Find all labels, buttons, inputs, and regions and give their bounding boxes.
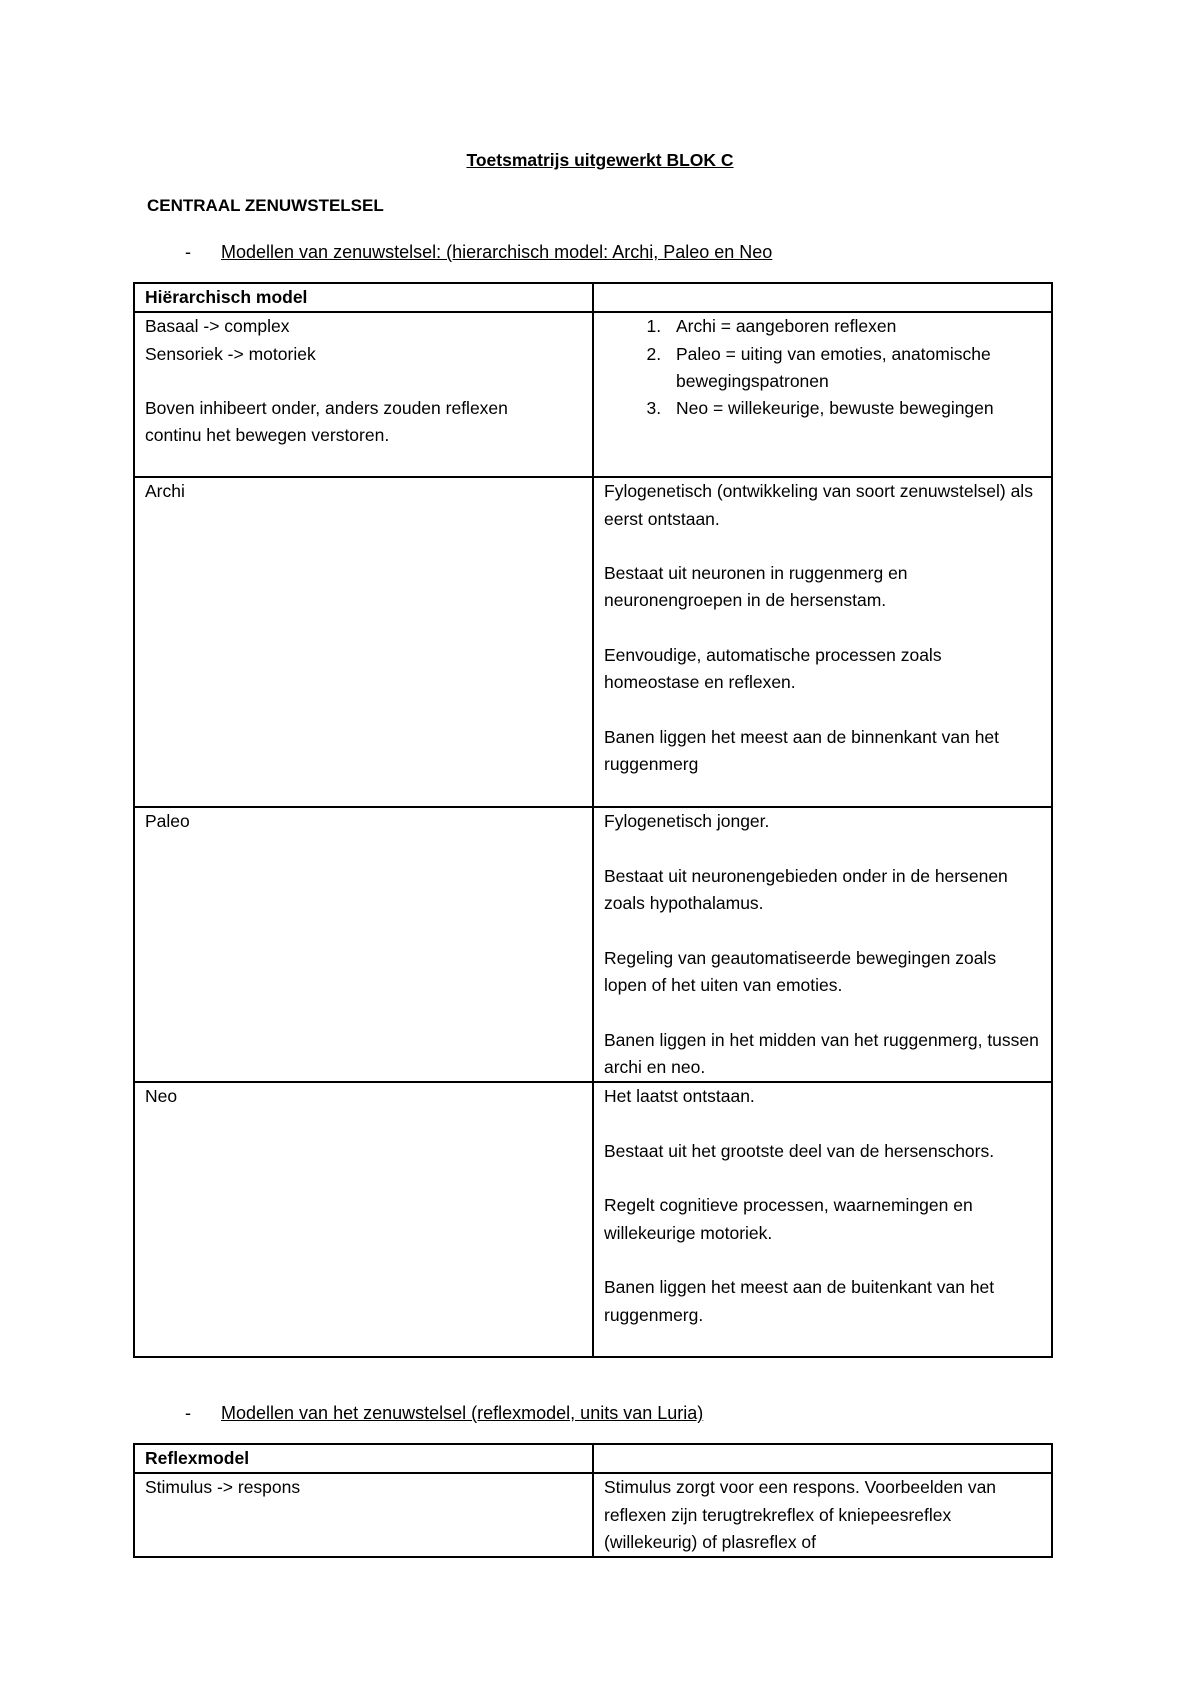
row-description-cell: [593, 1082, 1052, 1357]
intro-line: Sensoriek -> motoriek: [145, 343, 316, 364]
paragraph: Bestaat uit het grootste deel van de hersenschors.: [604, 1140, 995, 1161]
paragraph: Fylogenetisch (ontwikkeling van soort zenuwstelsel) als eerst ontstaan.: [604, 481, 1033, 529]
row-name-cell: Stimulus -> respons: [134, 1473, 593, 1557]
table-row-paleo: [134, 807, 1052, 1082]
list-item: 2. Paleo = uiting van emoties, anatomische bewegingspatronen: [666, 341, 1041, 396]
row-name-cell: Neo: [134, 1082, 593, 1357]
bullet-text: Modellen van zenuwstelsel: (hierarchisch model: Archi, Paleo en Neo: [221, 242, 773, 262]
intro-right-cell: [593, 312, 1052, 477]
table-header-row: [134, 1444, 1052, 1473]
row-description-cell: [593, 477, 1052, 807]
list-item: 1. Archi = aangeboren reflexen: [666, 313, 1041, 340]
bullet-marker: -: [185, 1403, 191, 1423]
table-row-intro: [134, 312, 1052, 477]
paragraph: Bestaat uit neuronengebieden onder in de hersenen zoals hypothalamus.: [604, 865, 1008, 914]
table-row-stimulus: [134, 1473, 1052, 1557]
intro-line: Basaal -> complex: [145, 316, 290, 337]
row-name-cell: Paleo: [134, 807, 593, 1082]
table-header-cell: Reflexmodel: [134, 1444, 593, 1473]
document-title: Toetsmatrijs uitgewerkt BLOK C: [466, 150, 734, 170]
bullet-reflex-models: [185, 1403, 703, 1424]
table-header-empty-cell: [593, 283, 1052, 312]
hierarchical-model-table: [133, 282, 1053, 1358]
table-header-empty-cell: [593, 1444, 1052, 1473]
paragraph: Banen liggen het meest aan de binnenkant van het ruggenmerg: [604, 726, 1000, 775]
paragraph: Fylogenetisch jonger.: [604, 811, 770, 832]
bullet-hierarchical-models: [185, 242, 772, 263]
table-header-row: [134, 283, 1052, 312]
row-description-cell: [593, 807, 1052, 1082]
paragraph: Regeling van geautomatiseerde bewegingen zoals lopen of het uiten van emoties.: [604, 947, 997, 996]
intro-line: continu het bewegen verstoren.: [145, 425, 390, 446]
reflex-model-table: [133, 1443, 1053, 1558]
table-row-neo: [134, 1082, 1052, 1357]
paragraph: Eenvoudige, automatische processen zoals homeostase en reflexen.: [604, 645, 942, 693]
intro-line: Boven inhibeert onder, anders zouden reflexen: [145, 398, 508, 419]
table-header-cell: Hiërarchisch model: [134, 283, 593, 312]
bullet-text: Modellen van het zenuwstelsel (reflexmodel, units van Luria): [221, 1403, 704, 1423]
paragraph: Banen liggen het meest aan de buitenkant van het ruggenmerg.: [604, 1277, 995, 1325]
row-description-cell: Stimulus zorgt voor een respons. Voorbeelden van reflexen zijn terugtrekreflex of kniepeesreflex (willekeurig) of plasreflex of: [593, 1473, 1052, 1557]
paragraph: Banen liggen in het midden van het ruggenmerg, tussen archi en neo.: [604, 1029, 1039, 1077]
paragraph: Regelt cognitieve processen, waarnemingen en willekeurige motoriek.: [604, 1195, 973, 1243]
section-heading: CENTRAAL ZENUWSTELSEL: [147, 196, 384, 215]
intro-left-cell: [134, 312, 593, 477]
paragraph: Het laatst ontstaan.: [604, 1086, 755, 1107]
paragraph: Bestaat uit neuronen in ruggenmerg en neuronengroepen in de hersenstam.: [604, 563, 908, 611]
list-item: 3. Neo = willekeurige, bewuste bewegingen: [666, 395, 1041, 422]
bullet-marker: -: [185, 242, 191, 262]
model-numbered-list: [604, 313, 1041, 422]
table-row-archi: [134, 477, 1052, 807]
row-name-cell: Archi: [134, 477, 593, 807]
